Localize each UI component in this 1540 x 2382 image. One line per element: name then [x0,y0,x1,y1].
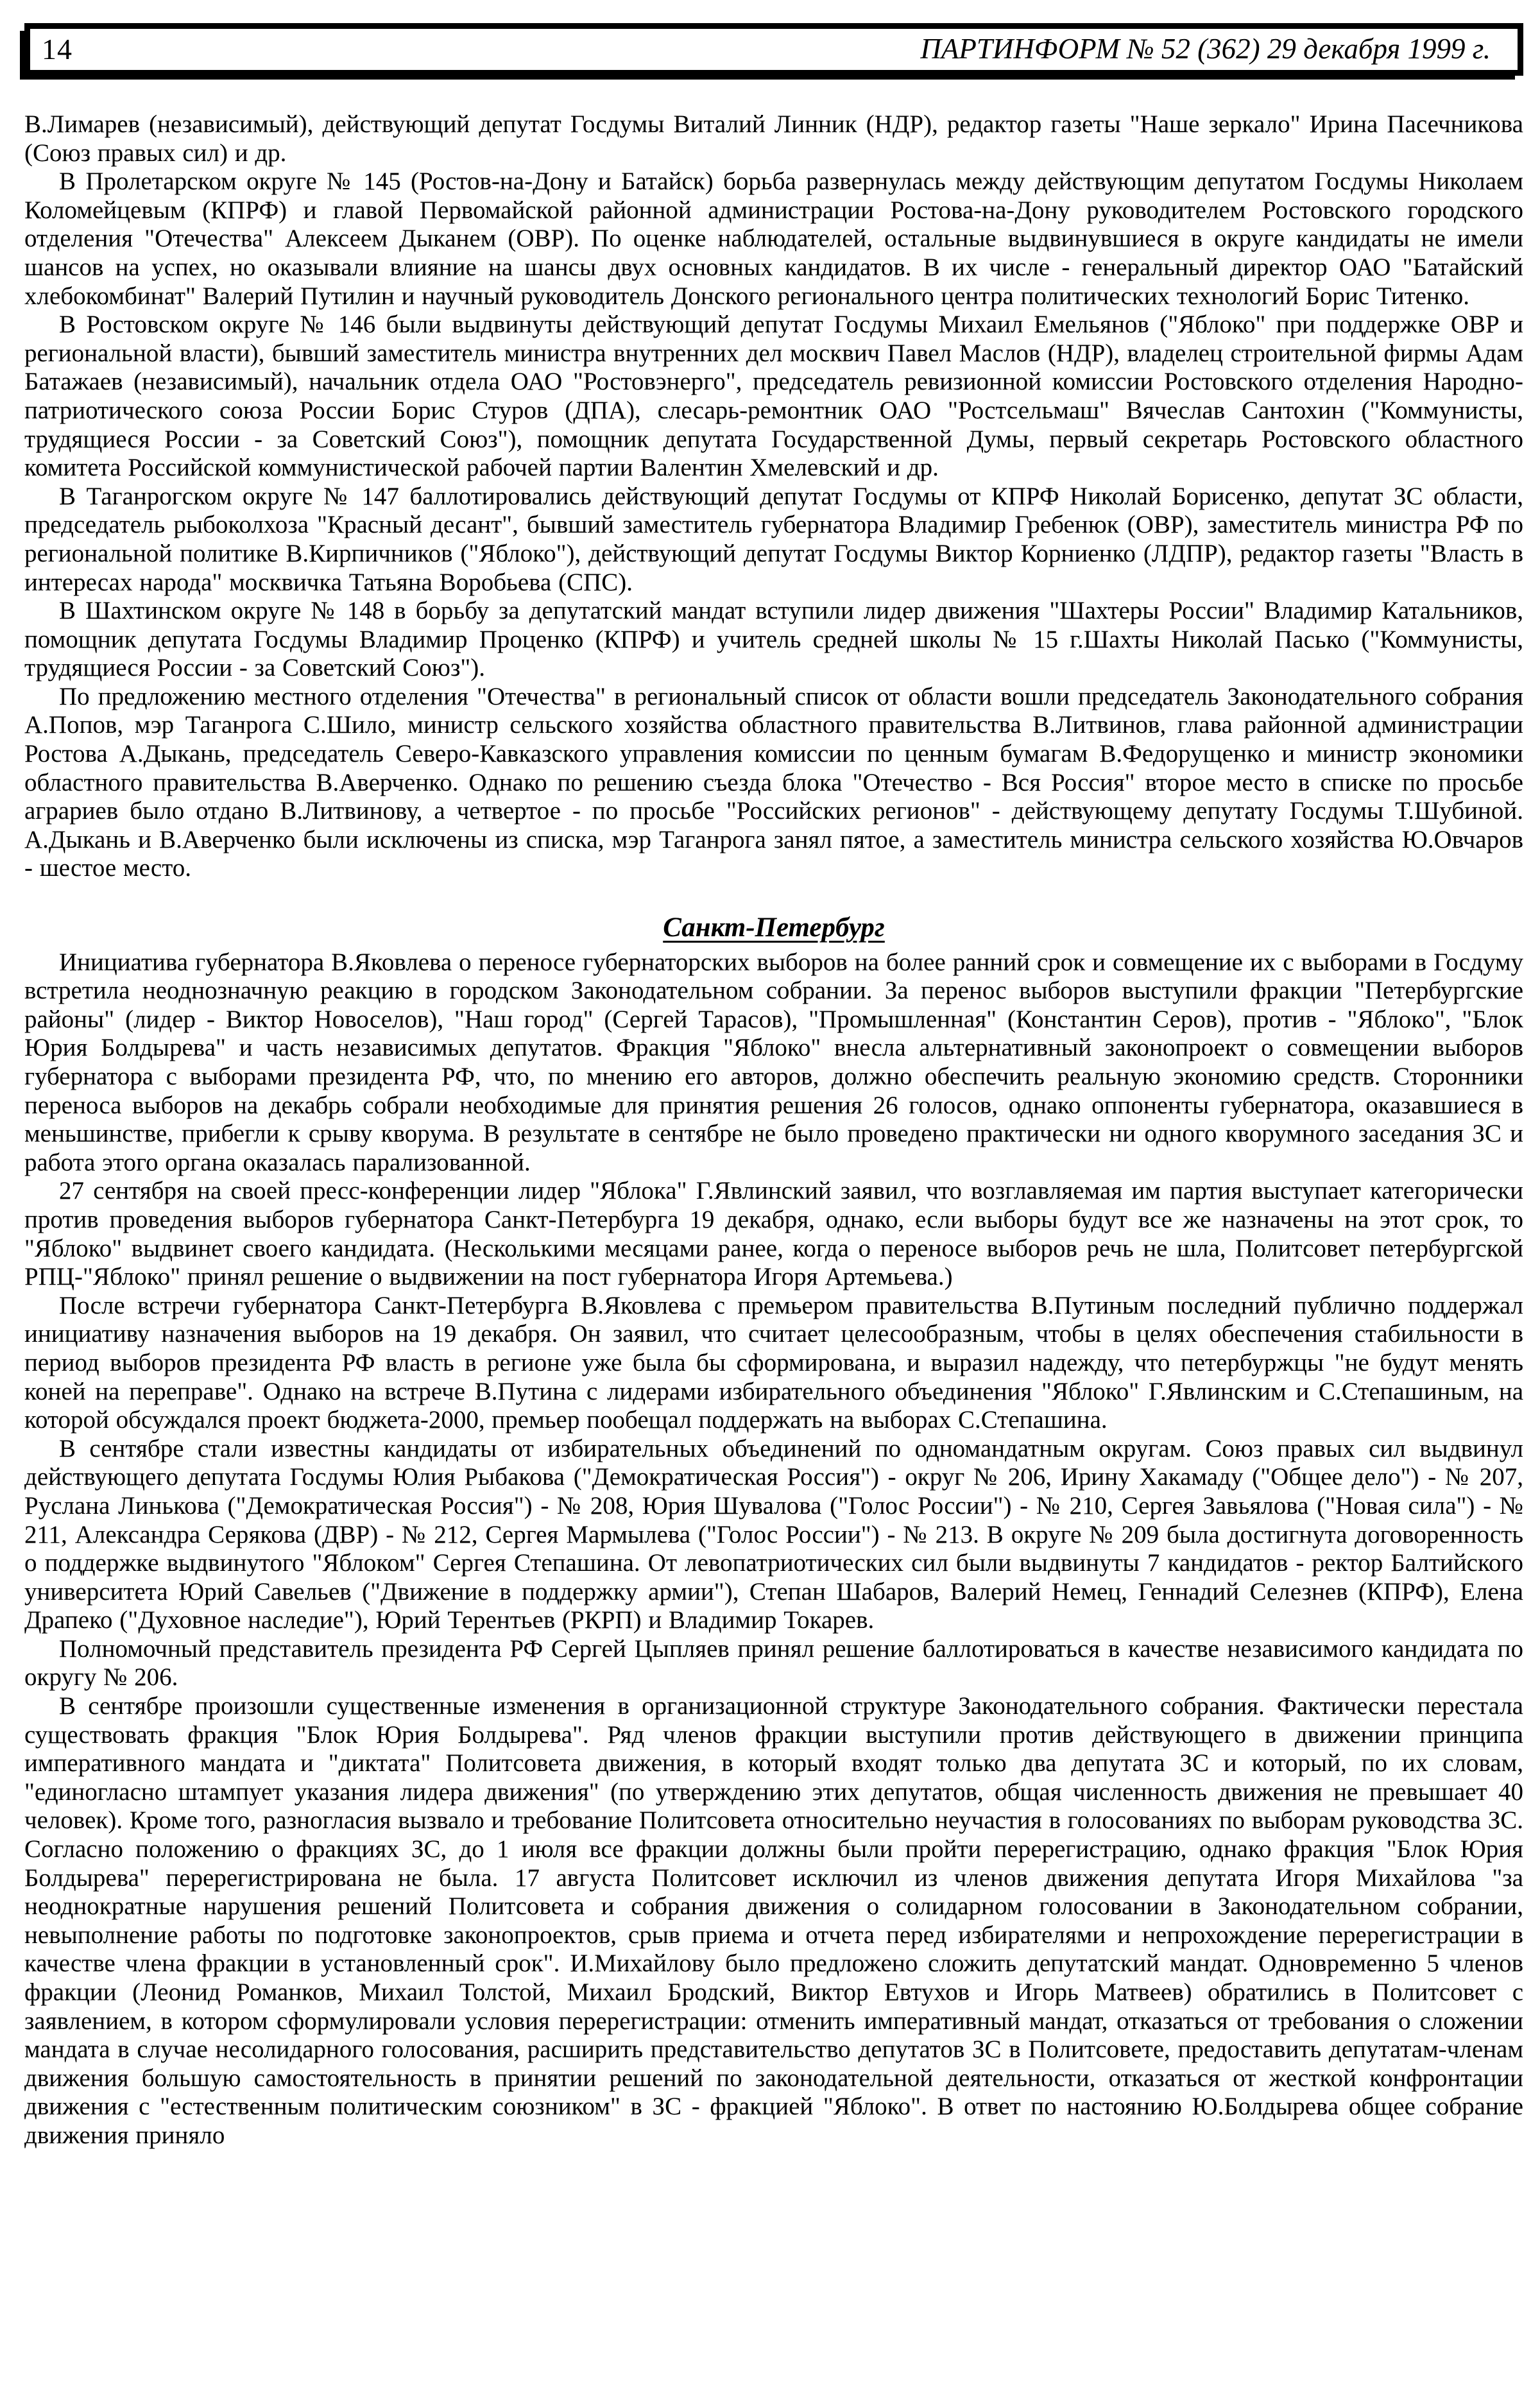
paragraph-putin-meeting: После встречи губернатора Санкт-Петербурга В.Яковлева с премьером правительства В.Путиным последний публично поддержал инициативу назначения выборов на 19 декабря. Он заявил, что считает целесообразным, чтобы в целях обеспечения стабильности в период выборов президента РФ власть в регионе уже была бы сформирована, и выразил надежду, что петербуржцы "не будут менять коней на переправе". Однако на встрече В.Путина с лидерами избирательного объединения "Яблоко" Г.Явлинским и С.Степашиным, на которой обсуждался проект бюджета-2000, премьер пообещал поддержать на выборах С.Степашина. [24,1291,1523,1434]
paragraph-yavlinsky-press-conference: 27 сентября на своей пресс-конференции лидер "Яблока" Г.Явлинский заявил, что возглавляемая им партия выступает категорически против проведения выборов губернатора Санкт-Петербурга 19 декабря, однако, если выборы будут все же назначены на этот срок, то "Яблоко" выдвинет своего кандидата. (Несколькими месяцами ранее, когда о переносе выборов речь не шла, Политсовет петербургской РПЦ-"Яблоко" принял решение о выдвижении на пост губернатора Игоря Артемьева.) [24,1177,1523,1291]
section-heading: Санкт-Петербург [663,913,885,943]
section-heading-container [24,914,1523,943]
paragraph-spb-initiative: Инициатива губернатора В.Яковлева о переносе губернаторских выборов на более ранний срок и совмещение их с выборами в Госдуму встретила неоднозначную реакцию в городском Законодательном собрании. За перенос выборов выступили фракции "Петербургские районы" (лидер - Виктор Новоселов), "Наш город" (Сергей Тарасов), "Промышленная" (Константин Серов), против - "Яблоко", "Блок Юрия Болдырева" и часть независимых депутатов. Фракция "Яблоко" внесла альтернативный законопроект о совмещении выборов губернатора с выборами президента РФ, что, по мнению его авторов, должно обеспечить реальную экономию средств. Сторонники переноса выборов на декабрь собрали необходимые для принятия решения 26 голосов, однако оппоненты губернатора, оказавшиеся в меньшинстве, прибегли к срыву кворума. В результате в сентябре не было проведено практически ни одного кворумного заседания ЗС и работа этого органа оказалась парализованной. [24,948,1523,1176]
header-title: ПАРТИНФОРМ № 52 (362) 29 декабря 1999 г. [920,33,1491,65]
page-header [24,23,1523,76]
page-number: 14 [42,32,73,65]
paragraph-zs-structure-changes: В сентябре произошли существенные изменения в организационной структуре Законодательного собрания. Фактически перестала существовать фракция "Блок Юрия Болдырева". Ряд членов фракции выступили против действующего в движении принципа императивного мандата и "диктата" Политсовета движения, в который входят только два депутата ЗС и который, по их словам, "единогласно штампует указания лидера движения" (по утверждению этих депутатов, общая численность движения не превышает 40 человек). Кроме того, разногласия вызвало и требование Политсовета относительно неучастия в голосованиях по выборам руководства ЗС. Согласно положению о фракциях ЗС, до 1 июля все фракции должны были пройти перерегистрацию, однако фракция "Блок Юрия Болдырева" перерегистрирована не была. 17 августа Политсовет исключил из членов движения депутата Игоря Михайлова "за неоднократные нарушения решений Политсовета и собрания движения о солидарном голосовании в Законодательном собрании, невыполнение работы по подготовке законопроектов, срыв приема и отчета перед избирателями и непрохождение перерегистрации в качестве члена фракции в установленный срок". И.Михайлову было предложено сложить депутатский мандат. Одновременно 5 членов фракции (Леонид Романков, Михаил Толстой, Михаил Бродский, Виктор Евтухов и Игорь Матвеев) обратились в Политсовет с заявлением, в котором сформулировали условия перерегистрации: отменить императивный мандат, отказаться от требования о сложении мандата в случае несолидарного голосования, расширить представительство депутатов ЗС в Политсовете, предоставить депутатам-членам движения большую самостоятельность в принятии решений по законодательной деятельности, отказаться от жесткой конфронтации движения с "естественным политическим союзником" в ЗС - фракцией "Яблоко". В ответ по настоянию Ю.Болдырева общее собрание движения приняло [24,1692,1523,2149]
paragraph-september-candidates: В сентябре стали известны кандидаты от избирательных объединений по одномандатным округам. Союз правых сил выдвинул действующего депутата Госдумы Юлия Рыбакова ("Демократическая Россия") - округ № 206, Ирину Хакамаду ("Общее дело") - № 207, Руслана Линькова ("Демократическая Россия") - № 208, Юрия Шувалова ("Голос России") - № 210, Сергея Завьялова ("Новая сила") - № 211, Александра Серякова (ДВР) - № 212, Сергея Мармылева ("Голос России") - № 213. В округе № 209 была достигнута договоренность о поддержке выдвинутого "Яблоком" Сергея Степашина. От левопатриотических сил были выдвинуты 7 кандидатов - ректор Балтийского университета Юрий Савельев ("Движение в поддержку армии"), Степан Шабаров, Валерий Немец, Геннадий Селезнев (КПРФ), Елена Драпеко ("Духовное наследие"), Юрий Терентьев (РКРП) и Владимир Токарев. [24,1434,1523,1634]
paragraph-okrug-146: В Ростовском округе № 146 были выдвинуты действующий депутат Госдумы Михаил Емельянов ("Яблоко" при поддержке ОВР и региональной власти), бывший заместитель министра внутренних дел москвич Павел Маслов (НДР), владелец строительной фирмы Адам Батажаев (независимый), начальник отдела ОАО "Ростовэнерго", председатель ревизионной комиссии Ростовского отделения Народно-патриотического союза России Борис Стуров (ДПА), слесарь-ремонтник ОАО "Ростсельмаш" Вячеслав Сантохин ("Коммунисты, трудящиеся России - за Советский Союз"), помощник депутата Государственной Думы, первый секретарь Ростовского областного комитета Российской коммунистической рабочей партии Валентин Хмелевский и др. [24,311,1523,482]
paragraph-okrug-145: В Пролетарском округе № 145 (Ростов-на-Дону и Батайск) борьба развернулась между действующим депутатом Госдумы Николаем Коломейцевым (КПРФ) и главой Первомайской районной администрации Ростова-на-Дону руководителем Ростовского городского отделения "Отечества" Алексеем Дыканем (ОВР). По оценке наблюдателей, остальные выдвинувшиеся в округе кандидаты не имели шансов на успех, но оказывали влияние на шансы двух основных кандидатов. В их числе - генеральный директор ОАО "Батайский хлебокомбинат" Валерий Путилин и научный руководитель Донского регионального центра политических технологий Борис Титенко. [24,167,1523,310]
paragraph-okrug-148: В Шахтинском округе № 148 в борьбу за депутатский мандат вступили лидер движения "Шахтеры России" Владимир Катальников, помощник депутата Госдумы Владимир Проценко (КПРФ) и учитель средней школы № 15 г.Шахты Николай Пасько ("Коммунисты, трудящиеся России - за Советский Союз"). [24,597,1523,682]
paragraph-continuation: В.Лимарев (независимый), действующий депутат Госдумы Виталий Линник (НДР), редактор газеты "Наше зеркало" Ирина Пасечникова (Союз правых сил) и др. [24,110,1523,167]
document-body [24,110,1523,2150]
paragraph-regional-list: По предложению местного отделения "Отечества" в региональный список от области вошли председатель Законодательного собрания А.Попов, мэр Таганрога С.Шило, министр сельского хозяйства областного правительства В.Литвинов, глава районной администрации Ростова А.Дыкань, председатель Северо-Кавказского управления комиссии по ценным бумагам В.Федорущенко и министр экономики областного правительства В.Аверченко. Однако по решению съезда блока "Отечество - Вся Россия" второе место в списке по просьбе аграриев было отдано В.Литвинову, а четвертое - по просьбе "Российских регионов" - действующему депутату Госдумы Т.Шубиной. А.Дыкань и В.Аверченко были исключены из списка, мэр Таганрога занял пятое, а заместитель министра сельского хозяйства Ю.Овчаров - шестое место. [24,682,1523,882]
paragraph-tsyplyaev: Полномочный представитель президента РФ Сергей Цыпляев принял решение баллотироваться в качестве независимого кандидата по округу № 206. [24,1634,1523,1692]
paragraph-okrug-147: В Таганрогском округе № 147 баллотировались действующий депутат Госдумы от КПРФ Николай Борисенко, депутат ЗС области, председатель рыбоколхоза "Красный десант", бывший заместитель губернатора Владимир Гребенюк (ОВР), заместитель министра РФ по региональной политике В.Кирпичников ("Яблоко"), действующий депутат Госдумы Виктор Корниенко (ЛДПР), редактор газеты "Власть в интересах народа" москвичка Татьяна Воробьева (СПС). [24,482,1523,596]
